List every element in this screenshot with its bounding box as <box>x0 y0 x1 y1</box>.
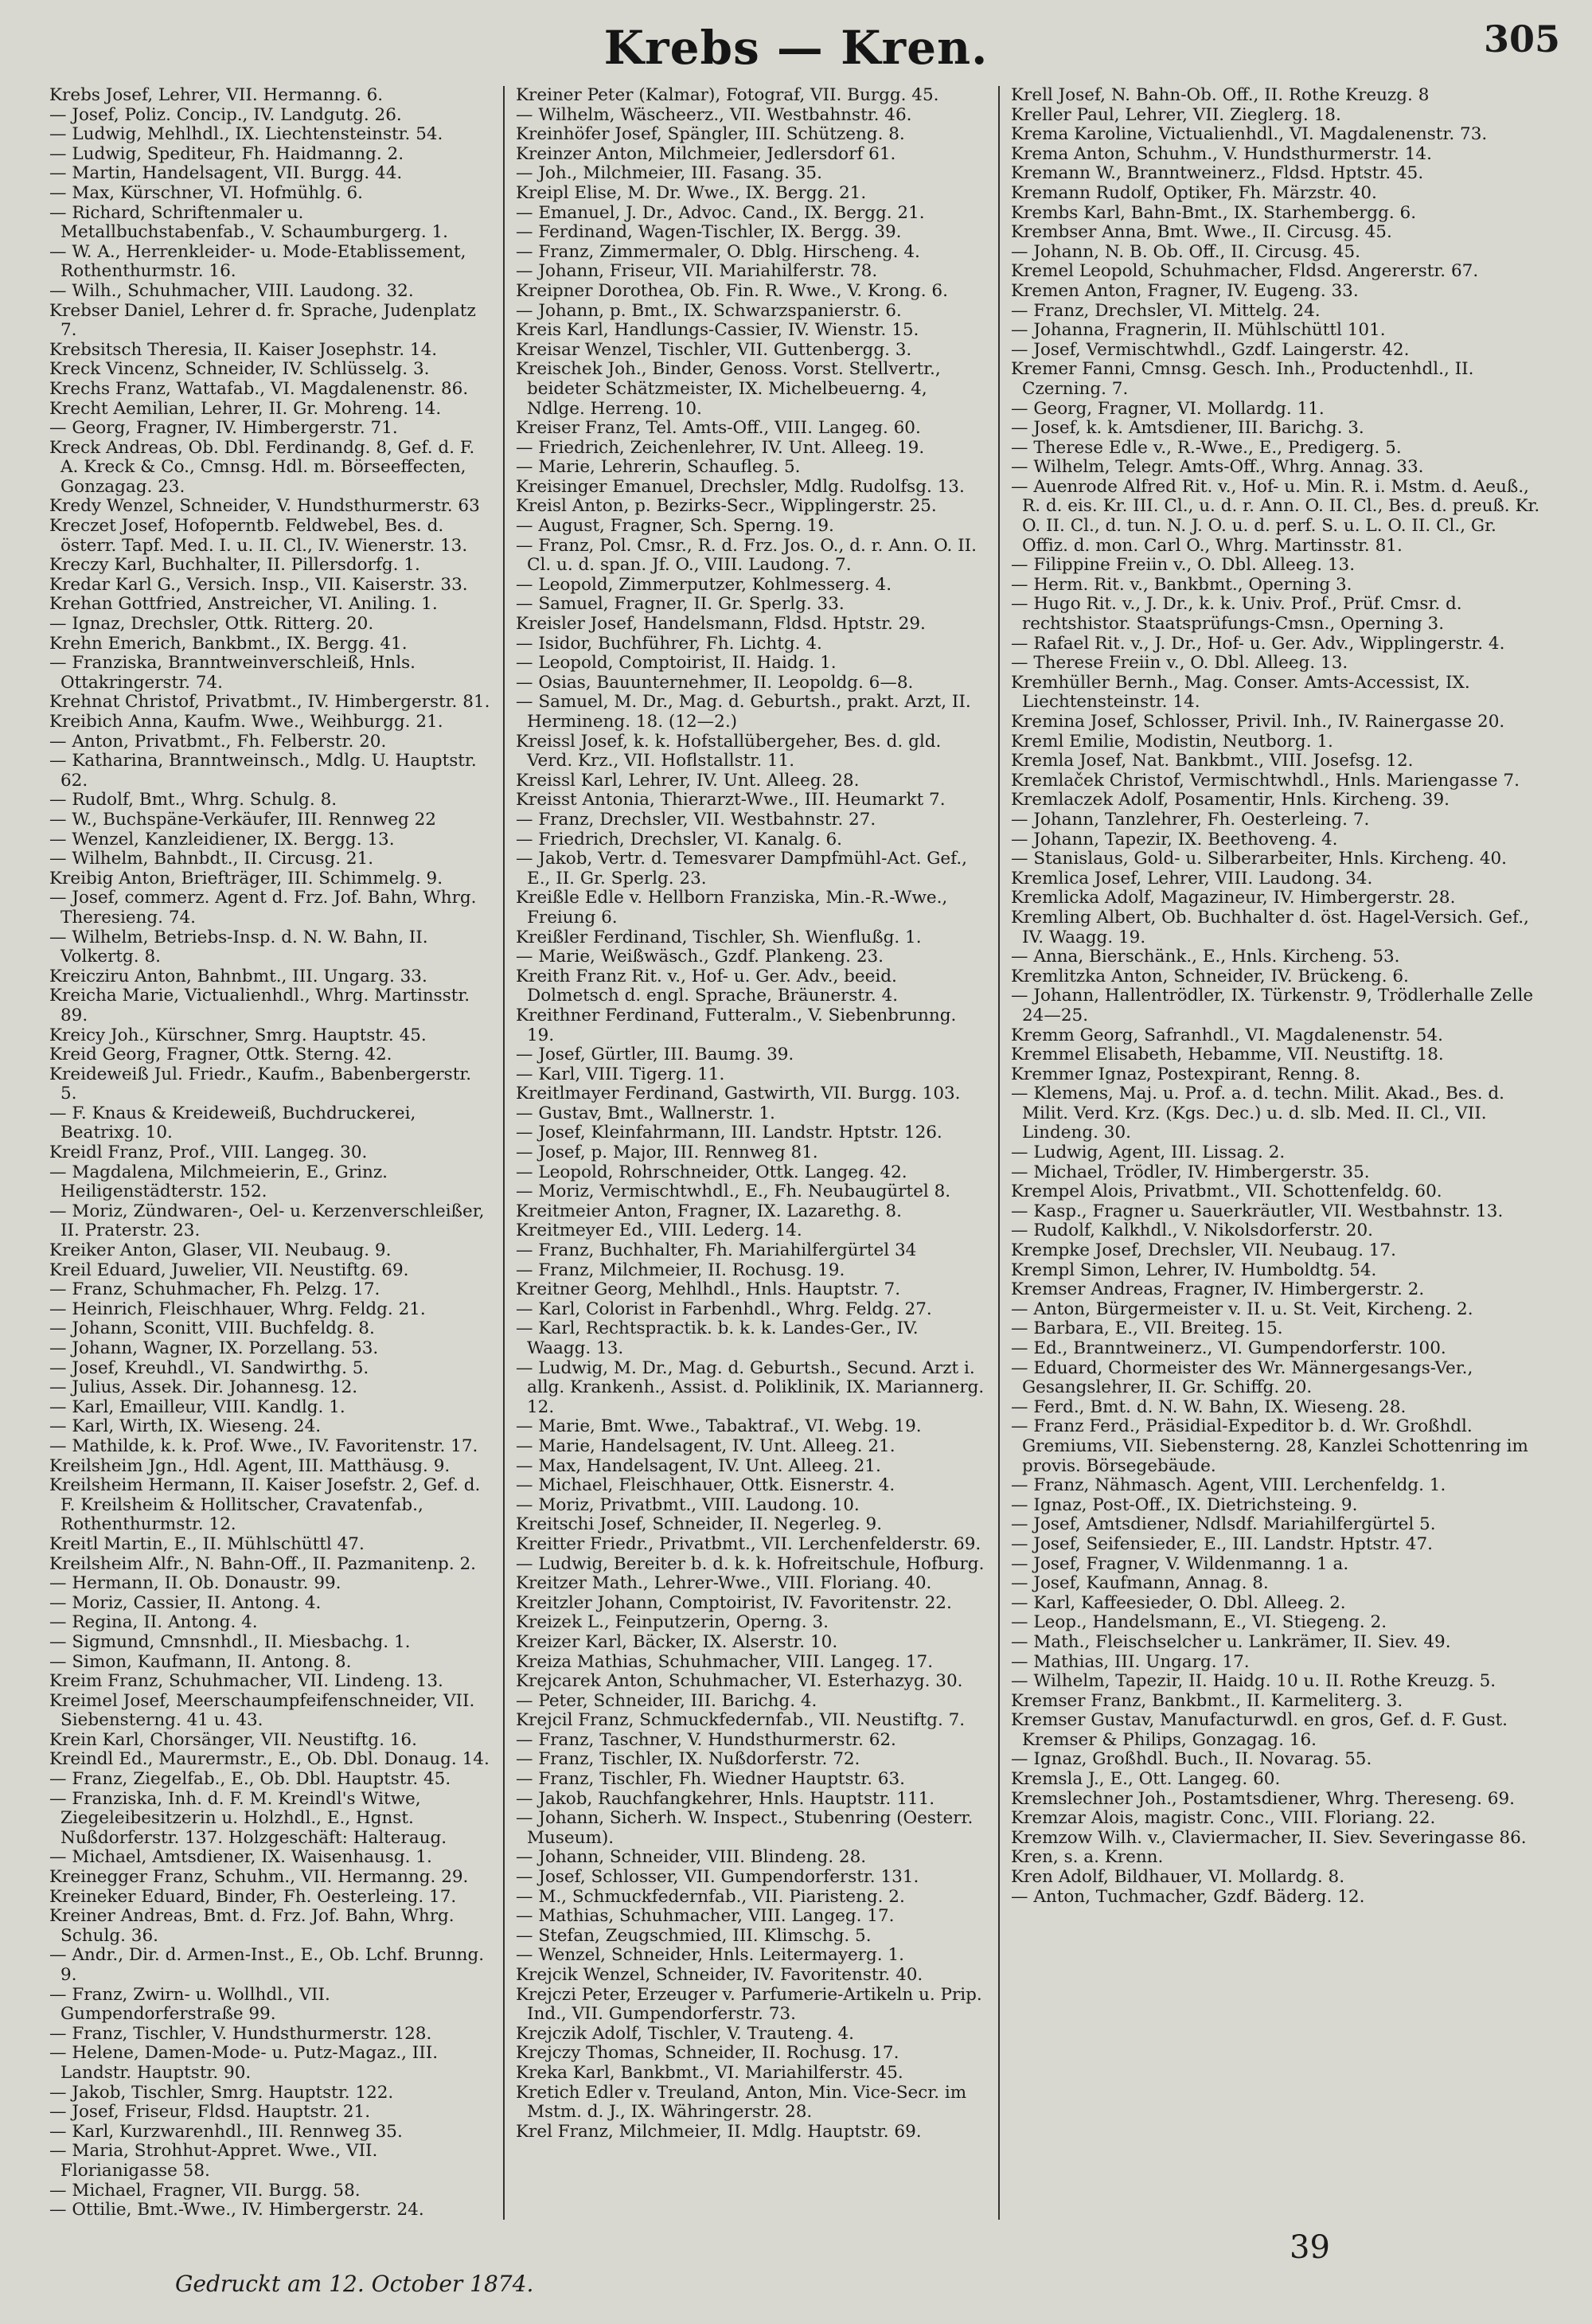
directory-entry: Krebs Josef, Lehrer, VII. Hermanng. 6. <box>49 86 384 105</box>
directory-entry: — Johann, Sconitt, VIII. Buchfeldg. 8. <box>49 1318 375 1339</box>
directory-entry: Kreizek L., Feinputzerin, Operng. 3. <box>516 1612 829 1633</box>
directory-entry: Kreizer Karl, Bäcker, IX. Alserstr. 10. <box>516 1631 838 1652</box>
directory-entry: — Peter, Schneider, III. Barichg. 4. <box>516 1690 817 1711</box>
directory-entry: — Marie, Bmt. Wwe., Tabaktraf., VI. Webg. 19. <box>516 1416 922 1437</box>
directory-entry: — Ludwig, Bereiter b. d. k. k. Hofreitschule, Hofburg. <box>516 1553 985 1574</box>
directory-entry: Kremla Josef, Nat. Bankbmt., VIII. Josefsg. 12. <box>1011 751 1414 771</box>
directory-entry: — Anton, Privatbmt., Fh. Felberstr. 20. <box>49 731 387 752</box>
directory-entry: — Max, Kürschner, VI. Hofmühlg. 6. <box>49 182 363 203</box>
directory-entry: — Johanna, Fragnerin, II. Mühlschüttl 101. <box>1011 320 1386 341</box>
directory-entry: Kremlaczek Adolf, Posamentir, Hnls. Kircheng. 39. <box>1011 790 1450 810</box>
directory-entry: — Josef, Fragner, V. Wildenmanng. 1 a. <box>1011 1553 1349 1574</box>
directory-entry: Kreischek Joh., Binder, Genoss. Vorst. Stellvertr., beideter Schätzmeister, IX. Michelbeuerng. 4, Ndlge. Herreng. 10. <box>516 359 941 419</box>
directory-entry: — Franz, Pol. Cmsr., R. d. Frz. Jos. O., d. r. Ann. O. II. Cl. u. d. span. Jf. O., VIII. Laudong. 7. <box>516 535 977 576</box>
directory-entry: Kremzar Alois, magistr. Conc., VIII. Floriang. 22. <box>1011 1808 1436 1829</box>
directory-entry: Krejcik Wenzel, Schneider, IV. Favoritenstr. 40. <box>516 1965 923 1985</box>
directory-entry: — Leopold, Rohrschneider, Ottk. Langeg. 42. <box>516 1162 907 1182</box>
directory-entry: — Rafael Rit. v., J. Dr., Hof- u. Ger. Adv., Wipplingerstr. 4. <box>1011 633 1505 654</box>
directory-entry: Kremser Franz, Bankbmt., II. Karmeliterg. 3. <box>1011 1690 1403 1711</box>
directory-entry: — Karl, Wirth, IX. Wieseng. 24. <box>49 1416 322 1437</box>
directory-entry: — Hugo Rit. v., J. Dr., k. k. Univ. Prof., Prüf. Cmsr. d. rechtshistor. Staatsprüfungs-Cmsn., Operning 3. <box>1011 594 1462 635</box>
directory-entry: — M., Schmuckfedernfab., VII. Piaristeng. 2. <box>516 1886 905 1907</box>
directory-entry: — Friedrich, Zeichenlehrer, IV. Unt. Alleeg. 19. <box>516 437 925 458</box>
column-right <box>998 86 1555 2220</box>
directory-entry: — Michael, Fleischhauer, Ottk. Eisnerstr. 4. <box>516 1475 896 1496</box>
directory-entry: — Osias, Bauunternehmer, II. Leopoldg. 6—8. <box>516 672 914 693</box>
directory-entry: Kreicy Joh., Kürschner, Smrg. Hauptstr. 45. <box>49 1025 427 1045</box>
directory-entry: — Moriz, Zündwaren-, Oel- u. Kerzenverschleißer, II. Praterstr. 23. <box>49 1201 485 1241</box>
directory-entry: — Therese Edle v., R.-Wwe., E., Predigerg. 5. <box>1011 437 1402 458</box>
directory-entry: — Franz Ferd., Präsidial-Expeditor b. d. Wr. Großhdl. Gremiums, VII. Siebensterng. 28, Kanzlei Schottenring im provis. Börsegebäude. <box>1011 1416 1528 1476</box>
directory-entry: — Wilhelm, Telegr. Amts-Off., Whrg. Annag. 33. <box>1011 457 1424 478</box>
directory-entry: Krejczi Peter, Erzeuger v. Parfumerie-Artikeln u. Prip. Ind., VII. Gumpendorferstr. 73. <box>516 1984 982 2025</box>
directory-entry: Kreindl Ed., Maurermstr., E., Ob. Dbl. Donaug. 14. <box>49 1749 490 1770</box>
directory-entry: Kretich Edler v. Treuland, Anton, Min. Vice-Secr. im Mstm. d. J., IX. Währingerstr. 28. <box>516 2082 967 2123</box>
directory-entry: — Johann, Friseur, VII. Mariahilferstr. 78. <box>516 261 878 282</box>
directory-entry: Kreisl Anton, p. Bezirks-Secr., Wipplingerstr. 25. <box>516 496 937 517</box>
directory-entry: — Mathias, III. Ungarg. 17. <box>1011 1651 1250 1672</box>
directory-entry: Kremlitzka Anton, Schneider, IV. Brückeng. 6. <box>1011 966 1409 986</box>
directory-entry: Kreitschi Josef, Schneider, II. Negerleg. 9. <box>516 1514 883 1535</box>
directory-entry: Kremann W., Branntweinerz., Fldsd. Hptstr. 45. <box>1011 163 1424 184</box>
directory-entry: — Johann, N. B. Ob. Off., II. Circusg. 45. <box>1011 241 1360 262</box>
directory-entry: — Wenzel, Kanzleidiener, IX. Bergg. 13. <box>49 829 395 850</box>
directory-entry: — Leopold, Zimmerputzer, Kohlmesserg. 4. <box>516 574 892 595</box>
directory-entry: Kremhüller Bernh., Mag. Conser. Amts-Accessist, IX. Liechtensteinstr. 14. <box>1011 672 1470 713</box>
directory-entry: — Helene, Damen-Mode- u. Putz-Magaz., III. Landstr. Hauptstr. 90. <box>49 2043 439 2083</box>
directory-entry: Kreczy Karl, Buchhalter, II. Pillersdorfg. 1. <box>49 555 420 576</box>
directory-entry: Kreissl Josef, k. k. Hofstallübergeher, Bes. d. gld. Verd. Krz., VII. Hoflstallstr. 11. <box>516 731 942 771</box>
directory-entry: — Regina, II. Antong. 4. <box>49 1612 258 1633</box>
directory-entry: — Jakob, Vertr. d. Temesvarer Dampfmühl-Act. Gef., E., II. Gr. Sperlg. 23. <box>516 849 968 889</box>
directory-entry: — Katharina, Branntweinsch., Mdlg. U. Hauptstr. 62. <box>49 751 477 791</box>
directory-entry: Kreisar Wenzel, Tischler, VII. Guttenbergg. 3. <box>516 339 912 360</box>
directory-entry: Kremslechner Joh., Postamtsdiener, Whrg. Thereseng. 69. <box>1011 1788 1515 1809</box>
signature-mark: 39 <box>1290 2229 1330 2266</box>
directory-entry: Kreithner Ferdinand, Futteralm., V. Siebenbrunng. 19. <box>516 1005 957 1045</box>
directory-entry: — Max, Handelsagent, IV. Unt. Alleeg. 21. <box>516 1455 881 1476</box>
directory-entry: — Josef, Friseur, Fldsd. Hauptstr. 21. <box>49 2102 371 2123</box>
directory-entry: Kreith Franz Rit. v., Hof- u. Ger. Adv., beeid. Dolmetsch d. engl. Sprache, Bräunerstr. 4. <box>516 966 899 1006</box>
directory-entry: — Josef, Seifensieder, E., III. Landstr. Hptstr. 47. <box>1011 1533 1433 1554</box>
directory-entry: Kreinhöfer Josef, Spängler, III. Schützeng. 8. <box>516 124 905 145</box>
directory-entry: — Emanuel, J. Dr., Advoc. Cand., IX. Bergg. 21. <box>516 202 925 223</box>
page-title: Krebs — Kren. <box>603 21 989 75</box>
directory-entry: — Andr., Dir. d. Armen-Inst., E., Ob. Lchf. Brunng. 9. <box>49 1945 485 1985</box>
directory-entry: — Wilhelm, Bahnbdt., II. Circusg. 21. <box>49 849 374 869</box>
directory-entry: Kreck Andreas, Ob. Dbl. Ferdinandg. 8, Gef. d. F. A. Kreck & Co., Cmnsg. Hdl. m. Börseeffecten, Gonzagag. 23. <box>49 437 475 497</box>
directory-entry: — Johann, Tapezir, IX. Beethoveng. 4. <box>1011 829 1338 850</box>
directory-entry: — Simon, Kaufmann, II. Antong. 8. <box>49 1651 352 1672</box>
directory-entry: — Josef, Poliz. Concip., IV. Landgutg. 26. <box>49 104 402 125</box>
directory-entry: Kreczet Josef, Hofoperntb. Feldwebel, Bes. d. österr. Tapf. Med. I. u. II. Cl., IV. Wienerstr. 13. <box>49 516 468 556</box>
directory-entry: Krema Anton, Schuhm., V. Hundsthurmerstr. 14. <box>1011 143 1432 164</box>
directory-entry: Kren Adolf, Bildhauer, VI. Mollardg. 8. <box>1011 1867 1345 1888</box>
directory-entry: Kremser Andreas, Fragner, IV. Himbergerstr. 2. <box>1011 1279 1425 1300</box>
directory-entry: — Josef, Kreuhdl., VI. Sandwirthg. 5. <box>49 1357 369 1378</box>
directory-entry: Kreck Vincenz, Schneider, IV. Schlüsselg. 3. <box>49 359 430 380</box>
directory-entry: — Moriz, Privatbmt., VIII. Laudong. 10. <box>516 1494 860 1515</box>
directory-entry: Kreil Eduard, Juwelier, VII. Neustiftg. 69. <box>49 1260 409 1280</box>
directory-entry: — W. A., Herrenkleider- u. Mode-Etablissement, Rothenthurmstr. 16. <box>49 241 466 282</box>
directory-entry: — Mathias, Schuhmacher, VIII. Langeg. 17. <box>516 1906 895 1927</box>
directory-entry: — Karl, VIII. Tigerg. 11. <box>516 1064 725 1084</box>
directory-entry: — Math., Fleischselcher u. Lankrämer, II. Siev. 49. <box>1011 1631 1451 1652</box>
directory-entry: Krejczy Thomas, Schneider, II. Rochusg. 17. <box>516 2043 899 2064</box>
directory-entry: Kredy Wenzel, Schneider, V. Hundsthurmerstr. 63 <box>49 496 480 517</box>
directory-entry: — Franz, Tischler, V. Hundsthurmerstr. 128. <box>49 2023 432 2044</box>
directory-entry: — Ferdinand, Wagen-Tischler, IX. Bergg. 39. <box>516 222 902 243</box>
column-middle <box>503 86 995 2220</box>
directory-entry: — Josef, Kleinfahrmann, III. Landstr. Hptstr. 126. <box>516 1123 942 1143</box>
directory-entry: Kreisst Antonia, Thierarzt-Wwe., III. Heumarkt 7. <box>516 790 946 810</box>
directory-entry: — Franz, Schuhmacher, Fh. Pelzg. 17. <box>49 1279 380 1300</box>
directory-entry: Kreml Emilie, Modistin, Neutborg. 1. <box>1011 731 1333 752</box>
directory-entry: — Barbara, E., VII. Breiteg. 15. <box>1011 1318 1283 1339</box>
directory-entry: Kremlica Josef, Lehrer, VIII. Laudong. 34. <box>1011 868 1373 889</box>
directory-entry: — Mathilde, k. k. Prof. Wwe., IV. Favoritenstr. 17. <box>49 1435 478 1456</box>
directory-entry: — Karl, Emailleur, VIII. Kandlg. 1. <box>49 1396 345 1417</box>
directory-entry: — Johann, Wagner, IX. Porzellang. 53. <box>49 1338 379 1358</box>
directory-entry: Kreiser Franz, Tel. Amts-Off., VIII. Langeg. 60. <box>516 418 921 439</box>
directory-entry: Kreller Paul, Lehrer, VII. Zieglerg. 18. <box>1011 104 1341 125</box>
directory-entry: — Leop., Handelsmann, E., VI. Stiegeng. 2. <box>1011 1612 1387 1633</box>
directory-entry: — Julius, Assek. Dir. Johannesg. 12. <box>49 1377 358 1398</box>
directory-entry: Kreibig Anton, Briefträger, III. Schimmelg. 9. <box>49 868 443 889</box>
directory-entry: Kreinegger Franz, Schuhm., VII. Hermanng. 29. <box>49 1867 469 1888</box>
directory-entry: Kremsla J., E., Ott. Langeg. 60. <box>1011 1769 1281 1790</box>
directory-entry: Kremlicka Adolf, Magazineur, IV. Himbergerstr. 28. <box>1011 888 1456 908</box>
directory-entry: — Richard, Schriftenmaler u. Metallbuchstabenfab., V. Schaumburgerg. 1. <box>49 202 449 243</box>
directory-entry: — Franz, Tischler, Fh. Wiedner Hauptstr. 63. <box>516 1769 905 1790</box>
directory-entry: — Martin, Handelsagent, VII. Burgg. 44. <box>49 163 403 184</box>
directory-entry: — Maria, Strohhut-Appret. Wwe., VII. Florianigasse 58. <box>49 2141 378 2181</box>
directory-entry: — Marie, Lehrerin, Schaufleg. 5. <box>516 457 801 478</box>
directory-entry: — Karl, Kaffeesieder, O. Dbl. Alleeg. 2. <box>1011 1592 1346 1613</box>
directory-entry: — Josef, Kaufmann, Annag. 8. <box>1011 1573 1269 1594</box>
directory-entry: — Herm. Rit. v., Bankbmt., Operning 3. <box>1011 574 1352 595</box>
directory-entry: — Stanislaus, Gold- u. Silberarbeiter, Hnls. Kircheng. 40. <box>1011 849 1508 869</box>
directory-entry: Krell Josef, N. Bahn-Ob. Off., II. Rothe Kreuzg. 8 <box>1011 86 1430 105</box>
print-date-note: Gedruckt am 12. October 1874. <box>175 2271 534 2297</box>
directory-entry: — Rudolf, Kalkhdl., V. Nikolsdorferstr. 20. <box>1011 1221 1373 1241</box>
directory-entry: — Ferd., Bmt. d. N. W. Bahn, IX. Wieseng. 28. <box>1011 1396 1407 1417</box>
directory-entry: Krel Franz, Milchmeier, II. Mdlg. Hauptstr. 69. <box>516 2121 922 2142</box>
directory-entry: — Magdalena, Milchmeierin, E., Grinz. Heiligenstädterstr. 152. <box>49 1162 388 1202</box>
directory-entry: Kremser Gustav, Manufacturwdl. en gros, Gef. d. F. Gust. Kremser & Philips, Gonzagag. 16. <box>1011 1710 1508 1750</box>
directory-entry: — Franz, Buchhalter, Fh. Mariahilfergürtel 34 <box>516 1240 917 1261</box>
directory-entry: Krecht Aemilian, Lehrer, II. Gr. Mohreng. 14. <box>49 398 442 419</box>
directory-entry: Krechs Franz, Wattafab., VI. Magdalenenstr. 86. <box>49 378 469 399</box>
page-number: 305 <box>1483 18 1560 61</box>
directory-entry: Kredar Karl G., Versich. Insp., VII. Kaiserstr. 33. <box>49 574 468 595</box>
directory-entry: Kremmel Elisabeth, Hebamme, VII. Neustiftg. 18. <box>1011 1045 1444 1065</box>
directory-entry: — Josef, Schlosser, VII. Gumpendorferstr. 131. <box>516 1867 919 1888</box>
directory-entry: — Franziska, Branntweinverschleiß, Hnls. Ottakringerstr. 74. <box>49 653 416 693</box>
directory-entry: — Johann, p. Bmt., IX. Schwarzspanierstr. 6. <box>516 300 902 321</box>
directory-entry: Krebsitsch Theresia, II. Kaiser Josephstr. 14. <box>49 339 438 360</box>
directory-entry: Kreicha Marie, Victualienhdl., Whrg. Martinsstr. 89. <box>49 986 470 1025</box>
directory-entry: Krema Karoline, Victualienhdl., VI. Magdalenenstr. 73. <box>1011 124 1488 145</box>
directory-entry: Kreiker Anton, Glaser, VII. Neubaug. 9. <box>49 1240 392 1261</box>
directory-entry: Krebser Daniel, Lehrer d. fr. Sprache, Judenplatz 7. <box>49 300 476 341</box>
directory-entry: — Franz, Nähmasch. Agent, VIII. Lerchenfeldg. 1. <box>1011 1475 1446 1496</box>
directory-entry: Krein Karl, Chorsänger, VII. Neustiftg. 16. <box>49 1729 417 1750</box>
directory-entry: Kreideweiß Jul. Friedr., Kaufm., Babenbergerstr. 5. <box>49 1064 472 1104</box>
directory-entry: — Anton, Tuchmacher, Gzdf. Bäderg. 12. <box>1011 1886 1365 1907</box>
directory-entry: — Anton, Bürgermeister v. II. u. St. Veit, Kircheng. 2. <box>1011 1299 1473 1319</box>
directory-entry: — Anna, Bierschänk., E., Hnls. Kircheng. 53. <box>1011 947 1400 967</box>
directory-entry: — Jakob, Tischler, Smrg. Hauptstr. 122. <box>49 2082 394 2103</box>
directory-entry: Kreiner Andreas, Bmt. d. Frz. Jof. Bahn, Whrg. Schulg. 36. <box>49 1906 455 1946</box>
directory-entry: — Sigmund, Cmnsnhdl., II. Miesbachg. 1. <box>49 1631 411 1652</box>
directory-entry: Kreitmeyer Ed., VIII. Lederg. 14. <box>516 1221 802 1241</box>
directory-entry: — Ignaz, Post-Off., IX. Dietrichsteing. 9. <box>1011 1494 1358 1515</box>
directory-entry: — Johann, Sicherh. W. Inspect., Stubenring (Oesterr. Museum). <box>516 1808 974 1848</box>
directory-entry: Kreineker Eduard, Binder, Fh. Oesterleing. 17. <box>49 1886 457 1907</box>
directory-entry: — Ludwig, M. Dr., Mag. d. Geburtsh., Secund. Arzt i. allg. Krankenh., Assist. d. Poliklinik, IX. Mariannerg. 12. <box>516 1357 985 1417</box>
directory-entry: — Gustav, Bmt., Wallnerstr. 1. <box>516 1103 775 1123</box>
directory-entry: Kreitl Martin, E., II. Mühlschüttl 47. <box>49 1533 365 1554</box>
directory-entry: Kreiza Mathias, Schuhmacher, VIII. Langeg. 17. <box>516 1651 934 1672</box>
directory-entry: Kremer Fanni, Cmnsg. Gesch. Inh., Productenhdl., II. Czerning. 7. <box>1011 359 1474 399</box>
directory-entry: Kreilsheim Jgn., Hdl. Agent, III. Matthäusg. 9. <box>49 1455 451 1476</box>
directory-entry: — Karl, Colorist in Farbenhdl., Whrg. Feldg. 27. <box>516 1299 932 1319</box>
directory-entry: Kreis Karl, Handlungs-Cassier, IV. Wienstr. 15. <box>516 320 919 341</box>
directory-entry: — Samuel, Fragner, II. Gr. Sperlg. 33. <box>516 594 845 615</box>
directory-entry: Kreitzler Johann, Comptoirist, IV. Favoritenstr. 22. <box>516 1592 952 1613</box>
directory-entry: Krehn Emerich, Bankbmt., IX. Bergg. 41. <box>49 633 408 654</box>
directory-entry: Kremann Rudolf, Optiker, Fh. Märzstr. 40. <box>1011 182 1377 203</box>
directory-entry: Kren, s. a. Krenn. <box>1011 1847 1164 1868</box>
directory-entry: — Klemens, Maj. u. Prof. a. d. techn. Milit. Akad., Bes. d. Milit. Verd. Krz. (Kgs. Dec.) u. d. slb. Med. II. Cl., VII. Lindeng. 30. <box>1011 1084 1504 1143</box>
directory-entry: Krejcarek Anton, Schuhmacher, VI. Esterhazyg. 30. <box>516 1671 963 1692</box>
directory-entry: — Stefan, Zeugschmied, III. Klimschg. 5. <box>516 1925 872 1946</box>
directory-entry: — Wilhelm, Tapezir, II. Haidg. 10 u. II. Rothe Kreuzg. 5. <box>1011 1671 1496 1692</box>
directory-entry: — Filippine Freiin v., O. Dbl. Alleeg. 13. <box>1011 555 1356 576</box>
directory-entry: Kremzow Wilh. v., Claviermacher, II. Siev. Severingasse 86. <box>1011 1827 1527 1848</box>
directory-entry: — Wenzel, Schneider, Hnls. Leitermayerg. 1. <box>516 1945 904 1966</box>
directory-entry: — Franz, Taschner, V. Hundsthurmerstr. 62. <box>516 1729 896 1750</box>
directory-entry: Kreidl Franz, Prof., VIII. Langeg. 30. <box>49 1142 368 1163</box>
directory-entry: Kreisinger Emanuel, Drechsler, Mdlg. Rudolfsg. 13. <box>516 476 965 497</box>
directory-entry: — Franz, Milchmeier, II. Rochusg. 19. <box>516 1260 845 1280</box>
directory-entry: — Josef, Vermischtwhdl., Gzdf. Laingerstr. 42. <box>1011 339 1410 360</box>
directory-entry: — Franz, Zwirn- u. Wollhdl., VII. Gumpendorferstraße 99. <box>49 1984 330 2025</box>
directory-entry: Kreinzer Anton, Milchmeier, Jedlersdorf 61. <box>516 143 896 164</box>
directory-entry: Kreitlmayer Ferdinand, Gastwirth, VII. Burgg. 103. <box>516 1084 961 1104</box>
directory-entry: — Georg, Fragner, IV. Himbergerstr. 71. <box>49 418 398 439</box>
directory-entry: Krehan Gottfried, Anstreicher, VI. Aniling. 1. <box>49 594 438 615</box>
directory-entry: — Moriz, Vermischtwhdl., E., Fh. Neubaugürtel 8. <box>516 1182 951 1202</box>
directory-entry: — Eduard, Chormeister des Wr. Männergesangs-Ver., Gesangslehrer, II. Gr. Schiffg. 20. <box>1011 1357 1473 1398</box>
directory-entry: — Rudolf, Bmt., Whrg. Schulg. 8. <box>49 790 338 810</box>
directory-entry: Kreißle Edle v. Hellborn Franziska, Min.-R.-Wwe., Freiung 6. <box>516 888 948 928</box>
directory-entry: — Franz, Tischler, IX. Nußdorferstr. 72. <box>516 1749 860 1770</box>
directory-entry: — Josef, Gürtler, III. Baumg. 39. <box>516 1045 794 1065</box>
directory-entry: — Jakob, Rauchfangkehrer, Hnls. Hauptstr. 111. <box>516 1788 935 1809</box>
directory-entry: — Franz, Drechsler, VI. Mittelg. 24. <box>1011 300 1321 321</box>
directory-entry: — Heinrich, Fleischhauer, Whrg. Feldg. 21. <box>49 1299 426 1319</box>
directory-entry: Kremen Anton, Fragner, IV. Eugeng. 33. <box>1011 280 1359 301</box>
directory-entry: — Ottilie, Bmt.-Wwe., IV. Himbergerstr. 24. <box>49 2200 424 2220</box>
directory-entry: Kreibich Anna, Kaufm. Wwe., Weihburgg. 21. <box>49 712 443 732</box>
directory-entry: Krembs Karl, Bahn-Bmt., IX. Starhembergg. 6. <box>1011 202 1417 223</box>
directory-entry: — Joh., Milchmeier, III. Fasang. 35. <box>516 163 822 184</box>
directory-entry: — Ludwig, Agent, III. Lissag. 2. <box>1011 1142 1286 1163</box>
directory-entry: Krempl Simon, Lehrer, IV. Humboldtg. 54. <box>1011 1260 1377 1280</box>
directory-entry: Krempel Alois, Privatbmt., VII. Schottenfeldg. 60. <box>1011 1182 1442 1202</box>
directory-entry: Kremling Albert, Ob. Buchhalter d. öst. Hagel-Versich. Gef., IV. Waagg. 19. <box>1011 907 1529 947</box>
directory-entry: — Georg, Fragner, VI. Mollardg. 11. <box>1011 398 1325 419</box>
directory-entry: — Ed., Branntweinerz., VI. Gumpendorferstr. 100. <box>1011 1338 1446 1358</box>
directory-entry: Kreitzer Math., Lehrer-Wwe., VIII. Floriang. 40. <box>516 1573 932 1594</box>
directory-entry: — Karl, Kurzwarenhdl., III. Rennweg 35. <box>49 2121 403 2142</box>
directory-entry: Krempke Josef, Drechsler, VII. Neubaug. 17. <box>1011 1240 1396 1261</box>
directory-entry: — Marie, Weißwäsch., Gzdf. Plankeng. 23. <box>516 947 884 967</box>
directory-entry: — Josef, commerz. Agent d. Frz. Jof. Bahn, Whrg. Theresieng. 74. <box>49 888 477 928</box>
directory-entry: — Michael, Trödler, IV. Himbergerstr. 35. <box>1011 1162 1370 1182</box>
directory-entry: Kreitner Georg, Mehlhdl., Hnls. Hauptstr. 7. <box>516 1279 901 1300</box>
directory-entry: Kreicziru Anton, Bahnbmt., III. Ungarg. 33. <box>49 966 427 986</box>
directory-entry: — Therese Freiin v., O. Dbl. Alleeg. 13. <box>1011 653 1348 674</box>
directory-entry: Kreimel Josef, Meerschaumpfeifenschneider, VII. Siebensterng. 41 u. 43. <box>49 1690 475 1731</box>
directory-entry: — Friedrich, Drechsler, VI. Kanalg. 6. <box>516 829 843 850</box>
directory-entry: Kreilsheim Alfr., N. Bahn-Off., II. Pazmanitenp. 2. <box>49 1553 476 1574</box>
directory-entry: — Johann, Hallentrödler, IX. Türkenstr. 9, Trödlerhalle Zelle 24—25. <box>1011 986 1534 1025</box>
directory-entry: — Wilhelm, Wäscheerz., VII. Westbahnstr. 46. <box>516 104 912 125</box>
directory-entry: — F. Knaus & Kreideweiß, Buchdruckerei, Beatrixg. 10. <box>49 1103 416 1143</box>
directory-entry: Kremina Josef, Schlosser, Privil. Inh., IV. Rainergasse 20. <box>1011 712 1505 732</box>
column-left <box>38 86 500 2220</box>
directory-entry: — Marie, Handelsagent, IV. Unt. Alleeg. 21. <box>516 1435 896 1456</box>
directory-entry: Kreiner Peter (Kalmar), Fotograf, VII. Burgg. 45. <box>516 86 939 105</box>
directory-entry: Kremel Leopold, Schuhmacher, Fldsd. Angererstr. 67. <box>1011 261 1479 282</box>
directory-entry: Kreissl Karl, Lehrer, IV. Unt. Alleeg. 28. <box>516 770 860 791</box>
directory-entry: — Johann, Schneider, VIII. Blindeng. 28. <box>516 1847 867 1868</box>
directory-entry: — Josef, p. Major, III. Rennweg 81. <box>516 1142 818 1163</box>
directory-entry: — Karl, Rechtspractik. b. k. k. Landes-Ger., IV. Waagg. 13. <box>516 1318 919 1358</box>
directory-entry: — Ludwig, Mehlhdl., IX. Liechtensteinstr. 54. <box>49 124 443 145</box>
directory-entry: — Hermann, II. Ob. Donaustr. 99. <box>49 1573 341 1594</box>
directory-entry: — W., Buchspäne-Verkäufer, III. Rennweg 22 <box>49 809 436 830</box>
directory-entry: Kremmer Ignaz, Postexpirant, Renng. 8. <box>1011 1064 1361 1084</box>
directory-entry: Kreilsheim Hermann, II. Kaiser Josefstr. 2, Gef. d. F. Kreilsheim & Hollitscher, Cravatenfab., Rothenthurmstr. 12. <box>49 1475 481 1535</box>
directory-entry: — Ludwig, Spediteur, Fh. Haidmanng. 2. <box>49 143 404 164</box>
directory-entry: Kreitmeier Anton, Fragner, IX. Lazarethg. 8. <box>516 1201 902 1221</box>
directory-entry: — Kasp., Fragner u. Sauerkräutler, VII. Westbahnstr. 13. <box>1011 1201 1504 1221</box>
directory-entry: Kreim Franz, Schuhmacher, VII. Lindeng. 13. <box>49 1671 443 1692</box>
directory-entry: — August, Fragner, Sch. Sperng. 19. <box>516 516 834 537</box>
directory-entry: — Michael, Amtsdiener, IX. Waisenhausg. 1. <box>49 1847 432 1868</box>
directory-entry: — Auenrode Alfred Rit. v., Hof- u. Min. R. i. Mstm. d. Aeuß., R. d. eis. Kr. III. Cl., u. d. r. Ann. O. II. Cl., Bes. d. preuß. Kr. O. II. Cl., d. tun. N. J. O. u. d. perf. S. u. L. O. II. Cl., Gr. Offiz. d. mon. Carl O., Whrg. Martinsstr. 81. <box>1011 476 1540 556</box>
directory-entry: — Franz, Ziegelfab., E., Ob. Dbl. Hauptstr. 45. <box>49 1769 451 1790</box>
directory-entry: — Josef, k. k. Amtsdiener, III. Barichg. 3. <box>1011 418 1364 439</box>
directory-entry: Kreitter Friedr., Privatbmt., VII. Lerchenfelderstr. 69. <box>516 1533 981 1554</box>
directory-entry: Kreid Georg, Fragner, Ottk. Sterng. 42. <box>49 1045 392 1065</box>
directory-entry: — Wilh., Schuhmacher, VIII. Laudong. 32. <box>49 280 414 301</box>
directory-entry: Kreipner Dorothea, Ob. Fin. R. Wwe., V. Krong. 6. <box>516 280 948 301</box>
directory-entry: Kreisler Josef, Handelsmann, Fldsd. Hptstr. 29. <box>516 614 926 635</box>
directory-entry: — Franziska, Inh. d. F. M. Kreindl's Witwe, Ziegeleibesitzerin u. Holzhdl., E., Hgnst. Nußdorferstr. 137. Holzgeschäft: Halteraug. <box>49 1788 447 1848</box>
directory-entry: — Ignaz, Großhdl. Buch., II. Novarag. 55. <box>1011 1749 1372 1770</box>
directory-entry: — Josef, Amtsdiener, Ndlsdf. Mariahilfergürtel 5. <box>1011 1514 1436 1535</box>
directory-entry: Krejczik Adolf, Tischler, V. Trauteng. 4. <box>516 2023 855 2044</box>
directory-entry: Kremm Georg, Safranhdl., VI. Magdalenenstr. 54. <box>1011 1025 1443 1045</box>
directory-entry: Krehnat Christof, Privatbmt., IV. Himbergerstr. 81. <box>49 692 490 713</box>
directory-entry: — Johann, Tanzlehrer, Fh. Oesterleing. 7. <box>1011 809 1370 830</box>
directory-entry: — Moriz, Cassier, II. Antong. 4. <box>49 1592 322 1613</box>
directory-entry: Kremlaček Christof, Vermischtwhdl., Hnls. Mariengasse 7. <box>1011 770 1520 791</box>
directory-entry: Kreipl Elise, M. Dr. Wwe., IX. Bergg. 21. <box>516 182 867 203</box>
directory-entry: — Franz, Zimmermaler, O. Dblg. Hirscheng. 4. <box>516 241 920 262</box>
directory-entry: — Leopold, Comptoirist, II. Haidg. 1. <box>516 653 837 674</box>
directory-entry: Krembser Anna, Bmt. Wwe., II. Circusg. 45. <box>1011 222 1392 243</box>
directory-entry: — Samuel, M. Dr., Mag. d. Geburtsh., prakt. Arzt, II. Hermineng. 18. (12—2.) <box>516 692 971 732</box>
directory-entry: — Isidor, Buchführer, Fh. Lichtg. 4. <box>516 633 822 654</box>
directory-entry: Krejcil Franz, Schmuckfedernfab., VII. Neustiftg. 7. <box>516 1710 966 1731</box>
directory-entry: — Michael, Fragner, VII. Burgg. 58. <box>49 2180 361 2201</box>
directory-entry: Kreka Karl, Bankbmt., VI. Mariahilferstr. 45. <box>516 2062 903 2083</box>
directory-entry: Kreißler Ferdinand, Tischler, Sh. Wienflußg. 1. <box>516 927 922 947</box>
directory-entry: — Wilhelm, Betriebs-Insp. d. N. W. Bahn, II. Volkertg. 8. <box>49 927 428 967</box>
directory-entry: — Ignaz, Drechsler, Ottk. Ritterg. 20. <box>49 614 374 635</box>
directory-entry: — Franz, Drechsler, VII. Westbahnstr. 27. <box>516 809 876 830</box>
